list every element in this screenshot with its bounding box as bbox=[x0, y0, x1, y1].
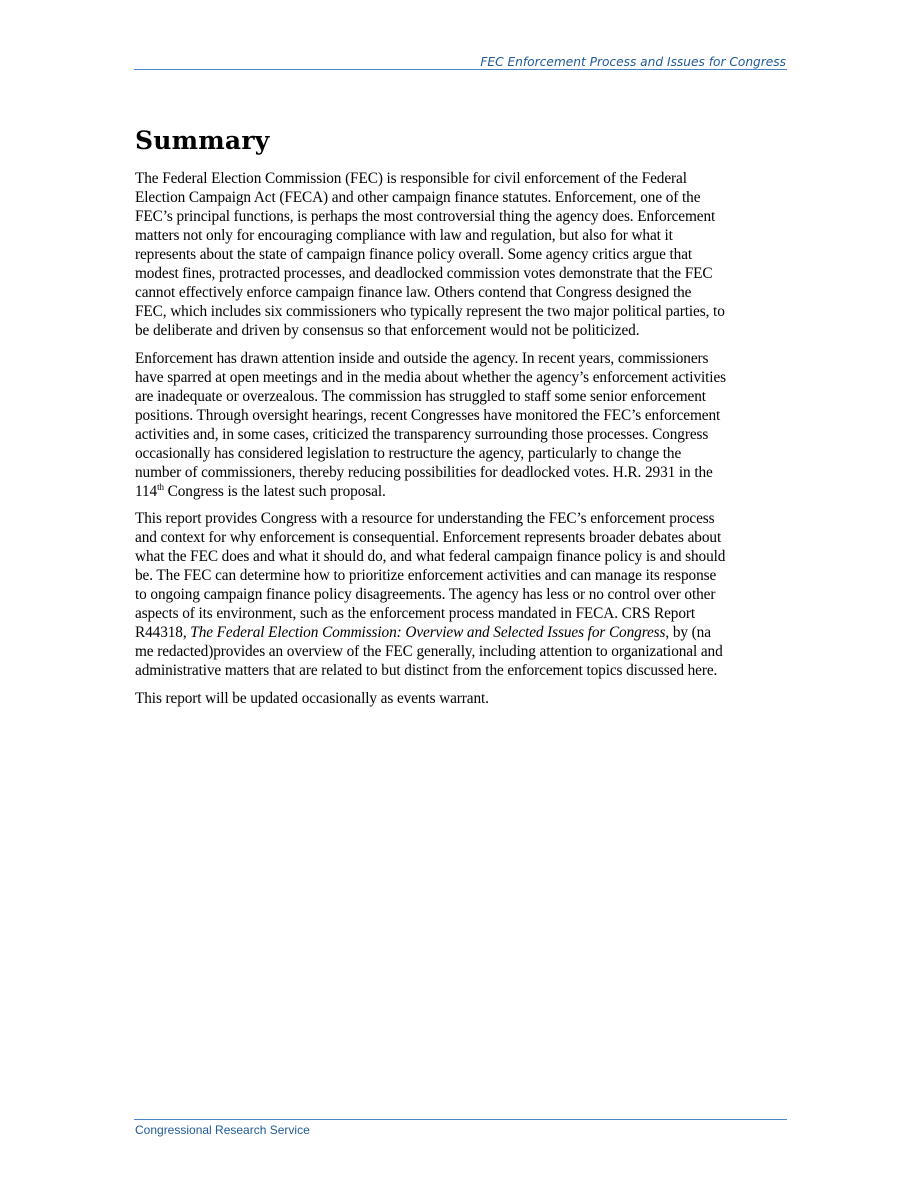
text-line: activities and, in some cases, criticized the transparency surrounding those processes. Congress bbox=[135, 425, 709, 443]
section-heading-summary: Summary bbox=[135, 126, 270, 155]
text-line: modest fines, protracted processes, and deadlocked commission votes demonstrate that the FEC bbox=[135, 265, 713, 282]
report-title: The Federal Election Commission: Overview and Selected Issues for Congress bbox=[190, 624, 666, 641]
text-line: This report provides Congress with a resource for understanding the FEC’s enforcement process bbox=[135, 510, 715, 527]
text-line: what the FEC does and what it should do, and what federal campaign finance policy is and should bbox=[135, 548, 726, 565]
text-line: This report will be updated occasionally as events warrant. bbox=[135, 689, 489, 707]
footer-organization: Congressional Research Service bbox=[135, 1123, 310, 1137]
text-fragment: Congress is the latest such proposal. bbox=[163, 482, 386, 500]
text-line bbox=[135, 482, 795, 501]
text-line: positions. Through oversight hearings, recent Congresses have monitored the FEC’s enforcement bbox=[135, 406, 721, 424]
text-line: and context for why enforcement is consequential. Enforcement represents broader debates about bbox=[135, 529, 722, 546]
text-fragment: , by (na bbox=[665, 624, 711, 641]
text-line: be deliberate and driven by consensus so that enforcement would not be politicized. bbox=[135, 322, 640, 339]
text-line bbox=[135, 623, 795, 642]
header-divider bbox=[134, 69, 787, 70]
footer-divider bbox=[134, 1119, 787, 1120]
text-line: administrative matters that are related to but distinct from the enforcement topics discussed here. bbox=[135, 662, 718, 679]
text-line: FEC, which includes six commissioners who typically represent the two major political parties, to bbox=[135, 303, 725, 320]
text-line: Election Campaign Act (FECA) and other campaign finance statutes. Enforcement, one of the bbox=[135, 189, 701, 206]
congress-number: 114 bbox=[135, 482, 158, 500]
text-line: number of commissioners, thereby reducing possibilities for deadlocked votes. H.R. 2931 in the bbox=[135, 463, 713, 481]
paragraph-3 bbox=[135, 509, 795, 680]
report-number: R44318, bbox=[135, 624, 191, 641]
text-line: represents about the state of campaign finance policy overall. Some agency critics argue that bbox=[135, 246, 693, 263]
text-line: FEC’s principal functions, is perhaps the most controversial thing the agency does. Enforcement bbox=[135, 208, 716, 225]
summary-body bbox=[135, 169, 795, 716]
text-line: The Federal Election Commission (FEC) is responsible for civil enforcement of the Federal bbox=[135, 170, 687, 187]
text-line: aspects of its environment, such as the enforcement process mandated in FECA. CRS Report bbox=[135, 605, 696, 622]
running-header-title: FEC Enforcement Process and Issues for Congress bbox=[480, 55, 786, 69]
paragraph-4 bbox=[135, 689, 795, 708]
text-line: occasionally has considered legislation to restructure the agency, particularly to change the bbox=[135, 444, 682, 462]
paragraph-1 bbox=[135, 169, 795, 340]
text-line: cannot effectively enforce campaign finance law. Others contend that Congress designed the bbox=[135, 284, 692, 301]
paragraph-2 bbox=[135, 349, 795, 501]
text-line: are inadequate or overzealous. The commission has struggled to staff some senior enforcement bbox=[135, 387, 706, 405]
ordinal-superscript: th bbox=[157, 481, 164, 492]
text-line: be. The FEC can determine how to prioritize enforcement activities and can manage its response bbox=[135, 567, 717, 584]
text-line: Enforcement has drawn attention inside and outside the agency. In recent years, commissioners bbox=[135, 349, 709, 367]
text-line: matters not only for encouraging compliance with law and regulation, but also for what it bbox=[135, 227, 673, 244]
text-line: to ongoing campaign finance policy disagreements. The agency has less or no control over other bbox=[135, 586, 716, 603]
text-line: have sparred at open meetings and in the media about whether the agency’s enforcement activities bbox=[135, 368, 726, 386]
text-line: me redacted)provides an overview of the FEC generally, including attention to organizational and bbox=[135, 643, 723, 660]
